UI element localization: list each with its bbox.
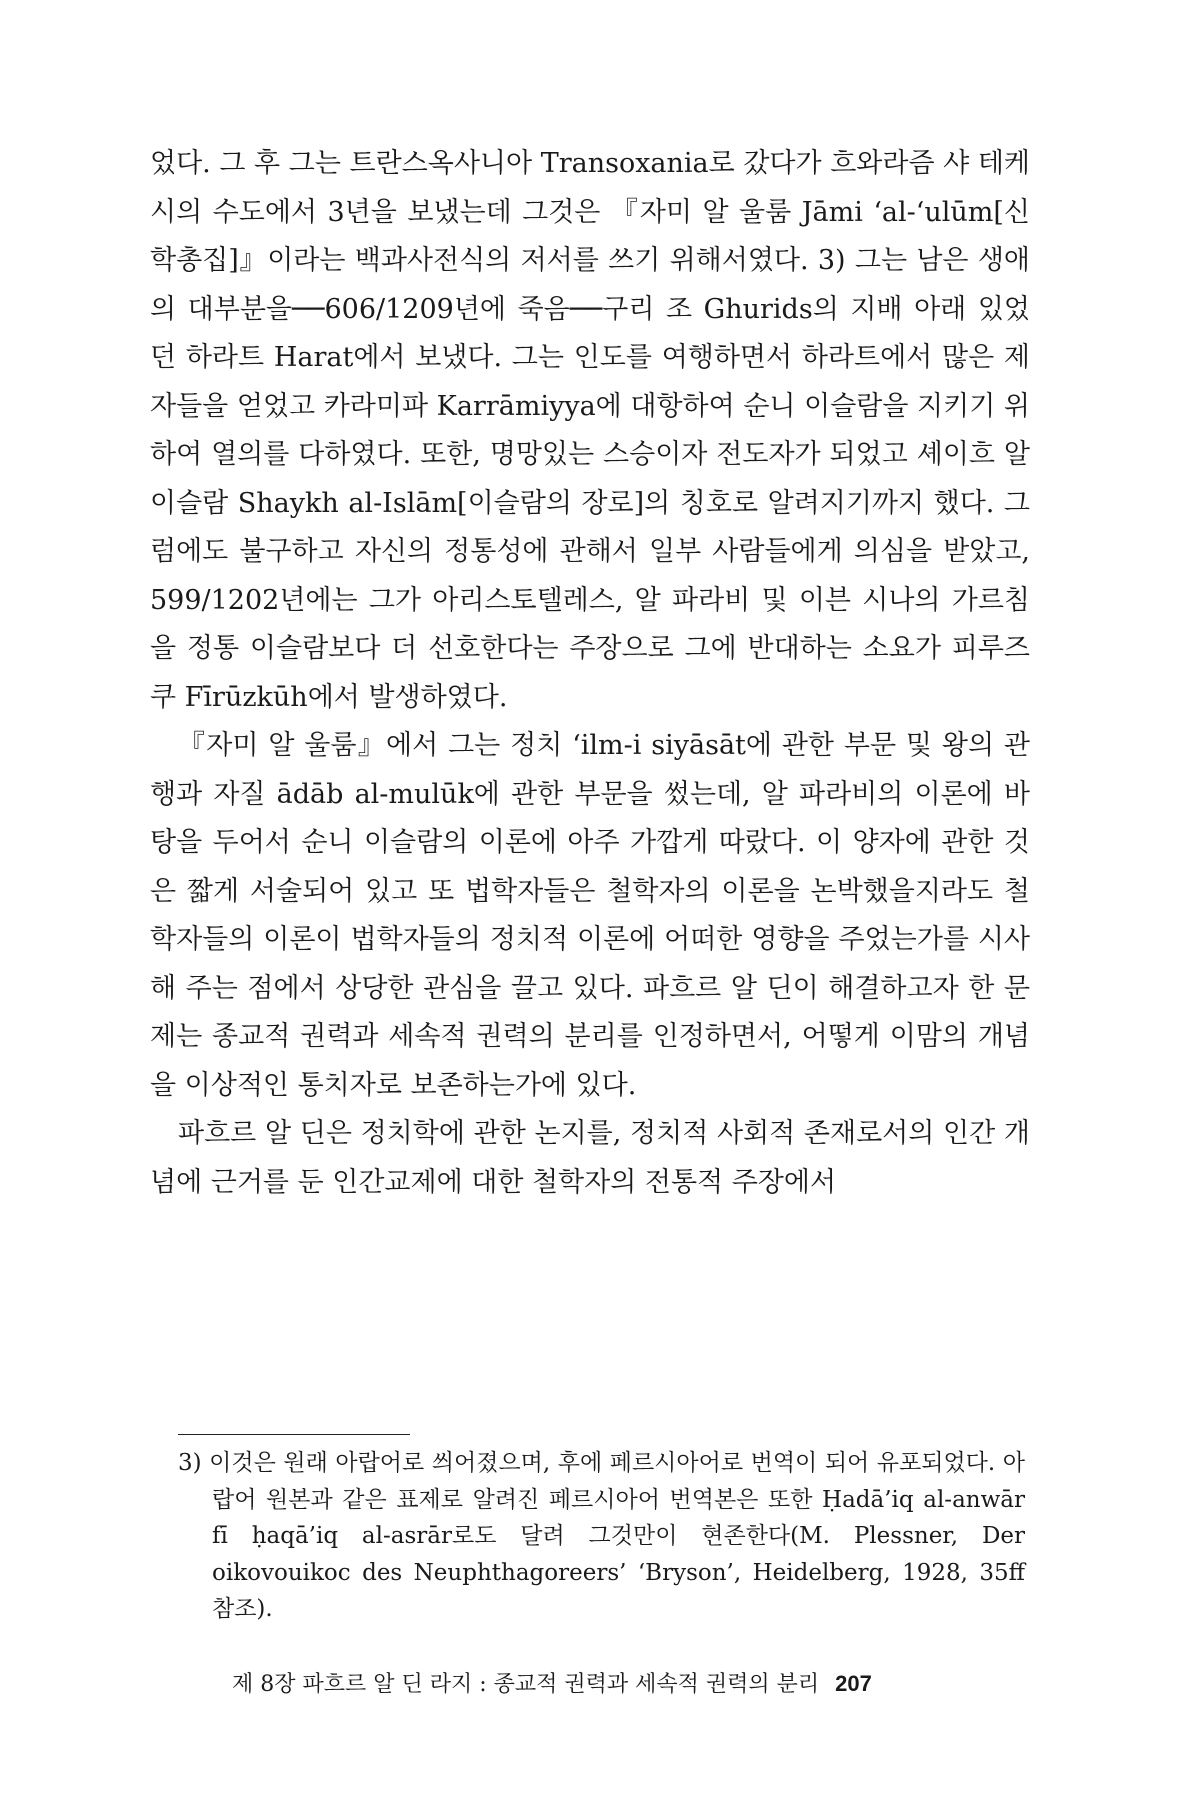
footnote-divider <box>178 1434 410 1435</box>
paragraph-1: 었다. 그 후 그는 트란스옥사니아 Transoxania로 갔다가 흐와라즘 샤 테케시의 수도에서 3년을 보냈는데 그것은 『자미 알 울룸 Jāmi ‘al-‘ulūm[신학총집]』이라는 백과사전식의 저서를 쓰기 위해서였다. 3) 그는 남은 생애의 대부분을──606/1209년에 죽음──구리 조 Ghurids의 지배 아래 있었던 하라트 Harat에서 보냈다. 그는 인도를 여행하면서 하라트에서 많은 제자들을 얻었고 카라미파 Karrāmiyya에 대항하여 순니 이슬람을 지키기 위하여 열의를 다하였다. 또한, 명망있는 스승이자 전도자가 되었고 셰이흐 알 이슬람 Shaykh al-Islām[이슬람의 장로]의 칭호로 알려지기까지 했다. 그럼에도 불구하고 자신의 정통성에 관해서 일부 사람들에게 의심을 받았고, 599/1202년에는 그가 아리스토텔레스, 알 파라비 및 이븐 시나의 가르침을 정통 이슬람보다 더 선호한다는 주장으로 그에 반대하는 소요가 피루즈쿠 Fīrūzkūh에서 발생하였다. <box>150 148 1030 713</box>
main-text <box>150 140 1030 1207</box>
paragraph-2: 『자미 알 울룸』에서 그는 정치 ‘ilm-i siyāsāt에 관한 부문 및 왕의 관행과 자질 ādāb al-mulūk에 관한 부문을 썼는데, 알 파라비의 이론에 바탕을 두어서 순니 이슬람의 이론에 아주 가깝게 따랐다. 이 양자에 관한 것은 짧게 서술되어 있고 또 법학자들은 철학자의 이론을 논박했을지라도 철학자들의 이론이 법학자들의 정치적 이론에 어떠한 영향을 주었는가를 시사해 주는 점에서 상당한 관심을 끌고 있다. 파흐르 알 딘이 해결하고자 한 문제는 종교적 권력과 세속적 권력의 분리를 인정하면서, 어떻게 이맘의 개념을 이상적인 통치자로 보존하는가에 있다. <box>150 730 1030 1101</box>
running-footer <box>232 1667 1032 1698</box>
paragraph-3: 파흐르 알 딘은 정치학에 관한 논지를, 정치적 사회적 존재로서의 인간 개념에 근거를 둔 인간교제에 대한 철학자의 전통적 주장에서 <box>150 1118 1030 1198</box>
footnote <box>178 1445 1025 1628</box>
page-number: 207 <box>835 1671 872 1696</box>
footnote-3: 3) 이것은 원래 아랍어로 씌어졌으며, 후에 페르시아어로 번역이 되어 유포되었다. 아랍어 원본과 같은 표제로 알려진 페르시아어 번역본은 또한 Ḥadā’iq al-anwār fī ḥaqā’iq al-asrār로도 달려 그것만이 현존한다(M. Plessner, Der oikovouikoc des Neuphthagoreers’ ‘Bryson’, Heidelberg, 1928, 35ff 참조). <box>178 1450 1025 1622</box>
running-title: 제 8장 파흐르 알 딘 라지 : 종교적 권력과 세속적 권력의 분리 <box>232 1672 820 1697</box>
